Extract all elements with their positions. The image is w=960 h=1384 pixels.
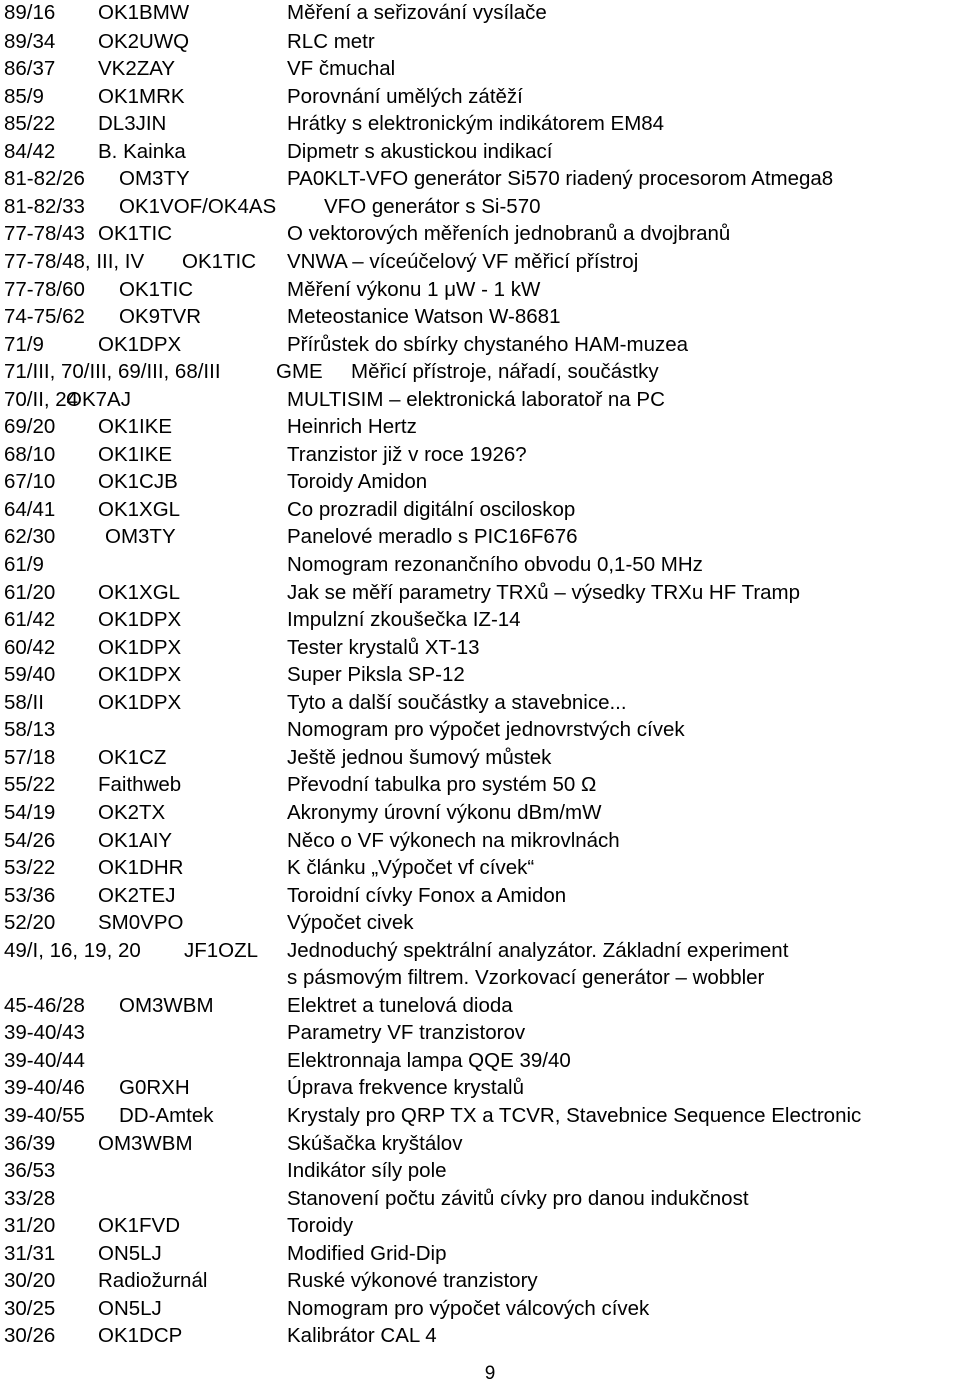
- table-row: [0, 138, 960, 166]
- author-cell: DL3JIN: [98, 112, 167, 136]
- issue-cell: 30/26: [4, 1324, 56, 1348]
- table-row: [0, 937, 960, 965]
- title-cell: s pásmovým filtrem. Vzorkovací generátor – wobbler: [287, 966, 765, 990]
- title-cell: Impulzní zkoušečka IZ-14: [287, 608, 521, 632]
- table-row: [0, 248, 960, 276]
- author-cell: OK1DPX: [98, 690, 182, 714]
- author-cell: DD-Amtek: [119, 1104, 214, 1127]
- title-cell: Elektronnaja lampa QQE 39/40: [287, 1048, 571, 1072]
- issue-cell: 61/20: [4, 580, 56, 604]
- issue-cell: 31/20: [4, 1214, 56, 1238]
- author-cell: OK7AJ: [66, 387, 131, 411]
- table-row: [0, 165, 960, 193]
- table-row: [0, 1074, 960, 1102]
- author-cell: JF1OZL: [184, 938, 259, 962]
- title-cell: VFO generátor s Si-570: [324, 194, 541, 218]
- title-cell: Elektret a tunelová dioda: [287, 993, 513, 1017]
- author-cell: OK1IKE: [98, 415, 173, 439]
- title-cell: Měření a seřizování vysílače: [287, 1, 547, 24]
- title-cell: Přírůstek do sbírky chystaného HAM-muzea: [287, 332, 689, 356]
- table-row: [0, 1240, 960, 1268]
- issue-cell: 61/9: [4, 553, 44, 576]
- table-row: [0, 854, 960, 882]
- table-row: [0, 110, 960, 138]
- table-row: [0, 303, 960, 331]
- title-cell: K článku „Výpočet vf cívek“: [287, 856, 535, 880]
- issue-cell: 36/39: [4, 1131, 56, 1155]
- title-cell: VNWA – víceúčelový VF měřicí přístroj: [287, 249, 639, 273]
- table-row: [0, 579, 960, 607]
- table-row: [0, 827, 960, 855]
- table-row: [0, 744, 960, 772]
- author-cell: OK1DPX: [98, 635, 182, 659]
- author-cell: GME: [276, 360, 323, 384]
- title-cell: Jednoduchý spektrální analyzátor. Základní experiment: [287, 938, 789, 962]
- table-row: [0, 716, 960, 744]
- author-cell: OK1MRK: [98, 84, 185, 108]
- issue-cell: 54/19: [4, 800, 56, 824]
- author-cell: OK1DPX: [98, 663, 182, 687]
- issue-cell: 60/42: [4, 635, 56, 659]
- author-cell: OM3WBM: [119, 993, 214, 1017]
- title-cell: Výpočet civek: [287, 911, 414, 935]
- author-cell: OK2TX: [98, 800, 166, 824]
- author-cell: OK1CZ: [98, 745, 167, 769]
- issue-cell: 81-82/33: [4, 194, 85, 218]
- table-row: [0, 1157, 960, 1185]
- table-row: [0, 220, 960, 248]
- author-cell: OK1CJB: [98, 470, 178, 494]
- author-cell: OK1FVD: [98, 1214, 181, 1238]
- issue-cell: 39-40/44: [4, 1048, 85, 1072]
- title-cell: Měřicí přístroje, nářadí, součástky: [351, 360, 659, 384]
- issue-cell: 58/II: [4, 690, 44, 714]
- author-cell: OK1BMW: [98, 1, 190, 24]
- issue-cell: 70/II, 24: [4, 387, 79, 411]
- author-cell: ON5LJ: [98, 1296, 162, 1320]
- author-cell: OK1VOF/OK4AS: [119, 194, 277, 218]
- table-row: [0, 1267, 960, 1295]
- title-cell: Stanovení počtu závitů cívky pro danou indukčnost: [287, 1186, 749, 1210]
- issue-cell: 85/22: [4, 112, 56, 136]
- author-cell: OK2UWQ: [98, 29, 190, 53]
- title-cell: Něco o VF výkonech na mikrovlnách: [287, 828, 620, 852]
- issue-cell: 30/25: [4, 1296, 56, 1320]
- table-row: [0, 1212, 960, 1240]
- issue-cell: 30/20: [4, 1269, 56, 1293]
- issue-cell: 85/9: [4, 84, 44, 108]
- issue-cell: 58/13: [4, 718, 56, 742]
- issue-cell: 69/20: [4, 415, 56, 439]
- table-row: [0, 606, 960, 634]
- issue-cell: 67/10: [4, 470, 56, 494]
- author-cell: OK1TIC: [98, 222, 173, 246]
- table-row: [0, 83, 960, 111]
- table-row: [0, 468, 960, 496]
- issue-cell: 52/20: [4, 911, 56, 935]
- table-row: [0, 413, 960, 441]
- title-cell: Krystaly pro QRP TX a TCVR, Stavebnice Sequence Electronic: [287, 1104, 862, 1127]
- issue-cell: 81-82/26: [4, 167, 85, 191]
- table-row: [0, 1047, 960, 1075]
- author-cell: OK1XGL: [98, 497, 181, 521]
- title-cell: Nomogram pro výpočet jednovrstvých cívek: [287, 718, 685, 742]
- issue-cell: 71/9: [4, 332, 44, 356]
- issue-cell: 77-78/48, III, IV: [4, 249, 145, 273]
- issue-cell: 64/41: [4, 497, 56, 521]
- author-cell: VK2ZAY: [98, 57, 176, 81]
- issue-cell: 53/22: [4, 856, 56, 880]
- issue-cell: 84/42: [4, 139, 56, 163]
- author-cell: OK1DPX: [98, 332, 182, 356]
- issue-cell: 71/III, 70/III, 69/III, 68/III: [4, 360, 221, 384]
- author-cell: ON5LJ: [98, 1241, 162, 1265]
- issue-cell: 77-78/43: [4, 222, 85, 246]
- issue-cell: 57/18: [4, 745, 56, 769]
- table-row: [0, 496, 960, 524]
- table-row: [0, 358, 960, 386]
- author-cell: G0RXH: [119, 1076, 190, 1100]
- author-cell: OK1DHR: [98, 856, 184, 880]
- title-cell: Tranzistor již v roce 1926?: [287, 442, 527, 466]
- author-cell: OM3TY: [105, 525, 176, 549]
- title-cell: Tester krystalů XT-13: [287, 635, 480, 659]
- issue-cell: 39-40/46: [4, 1076, 85, 1100]
- title-cell: Měření výkonu 1 μW - 1 kW: [287, 277, 541, 301]
- title-cell: Jak se měří parametry TRXů – výsedky TRXu HF Tramp: [287, 580, 801, 604]
- author-cell: OM3TY: [119, 167, 190, 191]
- author-cell: OK1TIC: [182, 249, 257, 273]
- title-cell: Hrátky s elektronickým indikátorem EM84: [287, 112, 665, 136]
- title-cell: Ještě jednou šumový můstek: [287, 745, 552, 769]
- issue-cell: 33/28: [4, 1186, 56, 1210]
- table-row: [0, 799, 960, 827]
- issue-cell: 62/30: [4, 525, 56, 549]
- author-cell: OK1DCP: [98, 1324, 183, 1348]
- table-row: [0, 882, 960, 910]
- table-row: [0, 523, 960, 551]
- issue-cell: 39-40/55: [4, 1104, 85, 1127]
- title-cell: Modified Grid-Dip: [287, 1241, 447, 1265]
- title-cell: Skúšačka kryštálov: [287, 1131, 463, 1155]
- title-cell: Heinrich Hertz: [287, 415, 417, 439]
- table-row: [0, 1019, 960, 1047]
- table-row: [0, 55, 960, 83]
- author-cell: OK1IKE: [98, 442, 173, 466]
- author-cell: OK2TEJ: [98, 883, 176, 907]
- title-cell: Dipmetr s akustickou indikací: [287, 139, 553, 163]
- author-cell: OM3WBM: [98, 1131, 193, 1155]
- title-cell: Nomogram pro výpočet válcových cívek: [287, 1296, 650, 1320]
- issue-cell: 31/31: [4, 1241, 56, 1265]
- table-row: [0, 1322, 960, 1350]
- issue-cell: 36/53: [4, 1159, 56, 1183]
- author-cell: Radiožurnál: [98, 1269, 208, 1293]
- table-row: [0, 992, 960, 1020]
- table-row: [0, 1102, 960, 1130]
- author-cell: SM0VPO: [98, 911, 184, 935]
- title-cell: Meteostanice Watson W-8681: [287, 305, 561, 329]
- title-cell: Tyto a další součástky a stavebnice...: [287, 690, 627, 714]
- author-cell: OK1TIC: [119, 277, 194, 301]
- title-cell: Ruské výkonové tranzistory: [287, 1269, 538, 1293]
- title-cell: PA0KLT-VFO generátor Si570 riadený procesorom Atmega8: [287, 167, 834, 191]
- table-row: [0, 634, 960, 662]
- table-row: [0, 689, 960, 717]
- issue-cell: 89/16: [4, 1, 56, 24]
- table-row: [0, 276, 960, 304]
- title-cell: Toroidní cívky Fonox a Amidon: [287, 883, 567, 907]
- author-cell: OK9TVR: [119, 305, 202, 329]
- title-cell: Akronymy úrovní výkonu dBm/mW: [287, 800, 602, 824]
- issue-cell: 53/36: [4, 883, 56, 907]
- issue-cell: 55/22: [4, 773, 56, 797]
- issue-cell: 54/26: [4, 828, 56, 852]
- title-cell: Super Piksla SP-12: [287, 663, 465, 687]
- table-row: [0, 386, 960, 414]
- author-cell: OK1XGL: [98, 580, 181, 604]
- table-row: [0, 964, 960, 992]
- author-cell: B. Kainka: [98, 139, 186, 163]
- title-cell: Kalibrátor CAL 4: [287, 1324, 437, 1348]
- issue-cell: 89/34: [4, 29, 56, 53]
- issue-cell: 68/10: [4, 442, 56, 466]
- title-cell: Převodní tabulka pro systém 50 Ω: [287, 773, 597, 797]
- title-cell: Toroidy Amidon: [287, 470, 428, 494]
- author-cell: Faithweb: [98, 773, 182, 797]
- issue-cell: 86/37: [4, 57, 56, 81]
- issue-cell: 49/I, 16, 19, 20: [4, 938, 141, 962]
- table-row: [0, 331, 960, 359]
- title-cell: Toroidy: [287, 1214, 354, 1238]
- title-cell: O vektorových měřeních jednobranů a dvojbranů: [287, 222, 731, 246]
- table-row: [0, 193, 960, 221]
- author-cell: OK1DPX: [98, 608, 182, 632]
- author-cell: OK1AIY: [98, 828, 173, 852]
- table-row: [0, 771, 960, 799]
- table-row: [0, 551, 960, 579]
- title-cell: Co prozradil digitální osciloskop: [287, 497, 576, 521]
- title-cell: MULTISIM – elektronická laboratoř na PC: [287, 387, 665, 411]
- title-cell: Porovnání umělých zátěží: [287, 84, 523, 108]
- title-cell: RLC metr: [287, 29, 375, 53]
- table-row: [0, 1295, 960, 1323]
- title-cell: Nomogram rezonančního obvodu 0,1-50 MHz: [287, 553, 703, 576]
- issue-cell: 61/42: [4, 608, 56, 632]
- title-cell: Indikátor síly pole: [287, 1159, 447, 1183]
- issue-cell: 77-78/60: [4, 277, 85, 301]
- issue-cell: 74-75/62: [4, 305, 85, 329]
- title-cell: Úprava frekvence krystalů: [287, 1076, 524, 1100]
- title-cell: VF čmuchal: [287, 57, 396, 81]
- page-number: 9: [484, 1363, 496, 1384]
- issue-cell: 39-40/43: [4, 1021, 85, 1045]
- title-cell: Parametry VF tranzistorov: [287, 1021, 526, 1045]
- issue-cell: 59/40: [4, 663, 56, 687]
- table-row: [0, 0, 960, 26]
- table-row: [0, 28, 960, 56]
- issue-cell: 45-46/28: [4, 993, 85, 1017]
- table-row: [0, 1185, 960, 1213]
- table-row: [0, 1130, 960, 1158]
- title-cell: Panelové meradlo s PIC16F676: [287, 525, 578, 549]
- table-row: [0, 909, 960, 937]
- table-row: [0, 441, 960, 469]
- table-row: [0, 661, 960, 689]
